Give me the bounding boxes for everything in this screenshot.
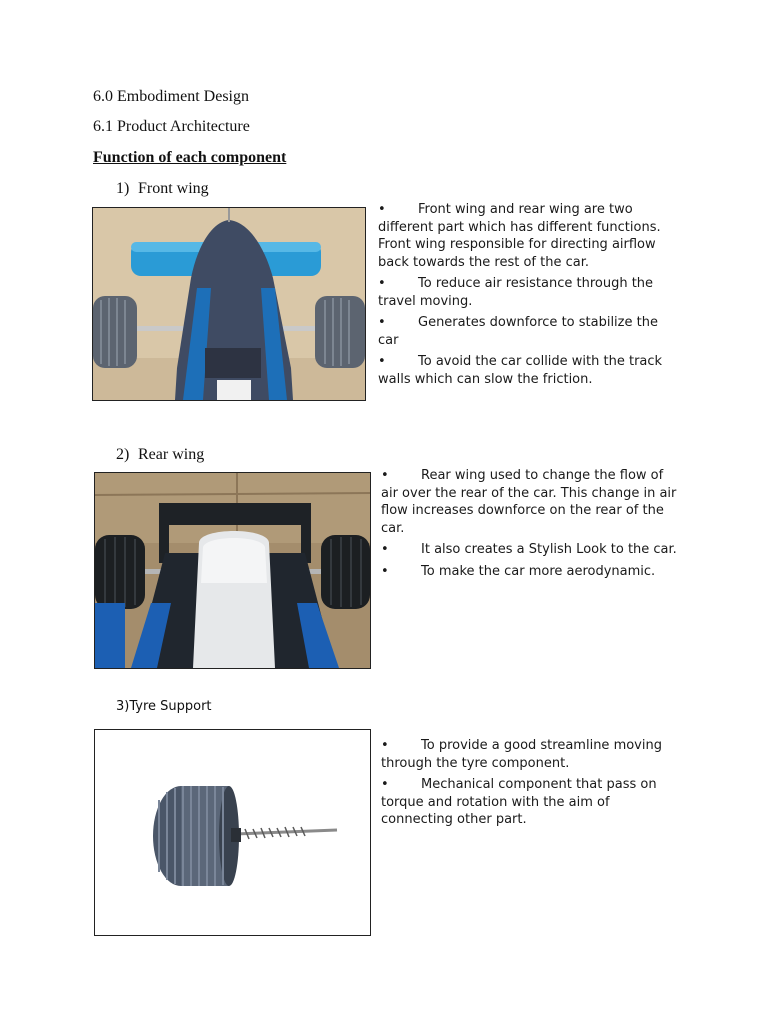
bullet-text: It also creates a Stylish Look to the car. — [421, 542, 677, 557]
bullet-item — [381, 541, 681, 559]
component-name: Front wing — [138, 180, 209, 197]
bullet-text: To make the car more aerodynamic. — [421, 563, 656, 579]
bullet-dot: • — [381, 738, 389, 753]
bullet-dot: • — [378, 354, 386, 369]
bullet-text: Generates downforce to stabilize the car — [378, 315, 658, 348]
bullet-dot: • — [378, 315, 386, 330]
bullet-item — [381, 467, 681, 537]
front-wing-photo — [92, 207, 366, 401]
front-wing-bullets — [378, 201, 678, 392]
component-name: Tyre Support — [129, 699, 212, 714]
bullet-item — [381, 776, 681, 829]
component-number: 2) — [116, 446, 130, 463]
component-number: 1) — [116, 180, 130, 197]
bullet-item — [378, 201, 678, 271]
bullet-dot: • — [381, 468, 389, 483]
bullet-item — [378, 275, 678, 310]
bullet-dot: • — [381, 777, 389, 792]
subsection-heading: 6.1 Product Architecture — [93, 118, 250, 135]
section-heading: 6.0 Embodiment Design — [93, 88, 249, 105]
bullet-item — [378, 314, 678, 349]
rear-wing-bullets — [381, 467, 681, 584]
bullet-item — [381, 737, 681, 772]
bullet-dot: • — [378, 202, 386, 217]
bullet-text: Mechanical component that pass on torque and rotation with the aim of connecting other part. — [381, 777, 657, 827]
bullet-dot: • — [381, 542, 389, 557]
bullet-text: To avoid the car collide with the track walls which can slow the friction. — [378, 354, 663, 387]
bullet-text: Rear wing used to change the flow of air over the rear of the car. This change in air flow increases downforce on the rear of the car. — [381, 468, 677, 536]
bullet-text: Front wing and rear wing are two different part which has different functions. Front wing responsible for directing airflow back towards the rest of the car. — [378, 202, 661, 270]
component-name: Rear wing — [138, 446, 205, 463]
bullet-text: To reduce air resistance through the travel moving. — [378, 276, 654, 309]
component-heading-rear-wing — [116, 446, 204, 464]
component-heading-tyre-support — [116, 699, 212, 714]
bullet-dot: • — [381, 563, 389, 579]
bullet-text: To provide a good streamline moving through the tyre component. — [381, 738, 662, 771]
component-heading-front-wing — [116, 180, 209, 198]
bullet-dot: • — [378, 276, 386, 291]
rear-wing-photo — [94, 472, 371, 669]
tyre-support-photo — [94, 729, 371, 936]
tyre-support-bullets — [381, 737, 681, 833]
bullet-item — [381, 563, 681, 581]
function-title: Function of each component — [93, 149, 287, 166]
bullet-item — [378, 353, 678, 388]
component-number: 3) — [116, 699, 130, 714]
